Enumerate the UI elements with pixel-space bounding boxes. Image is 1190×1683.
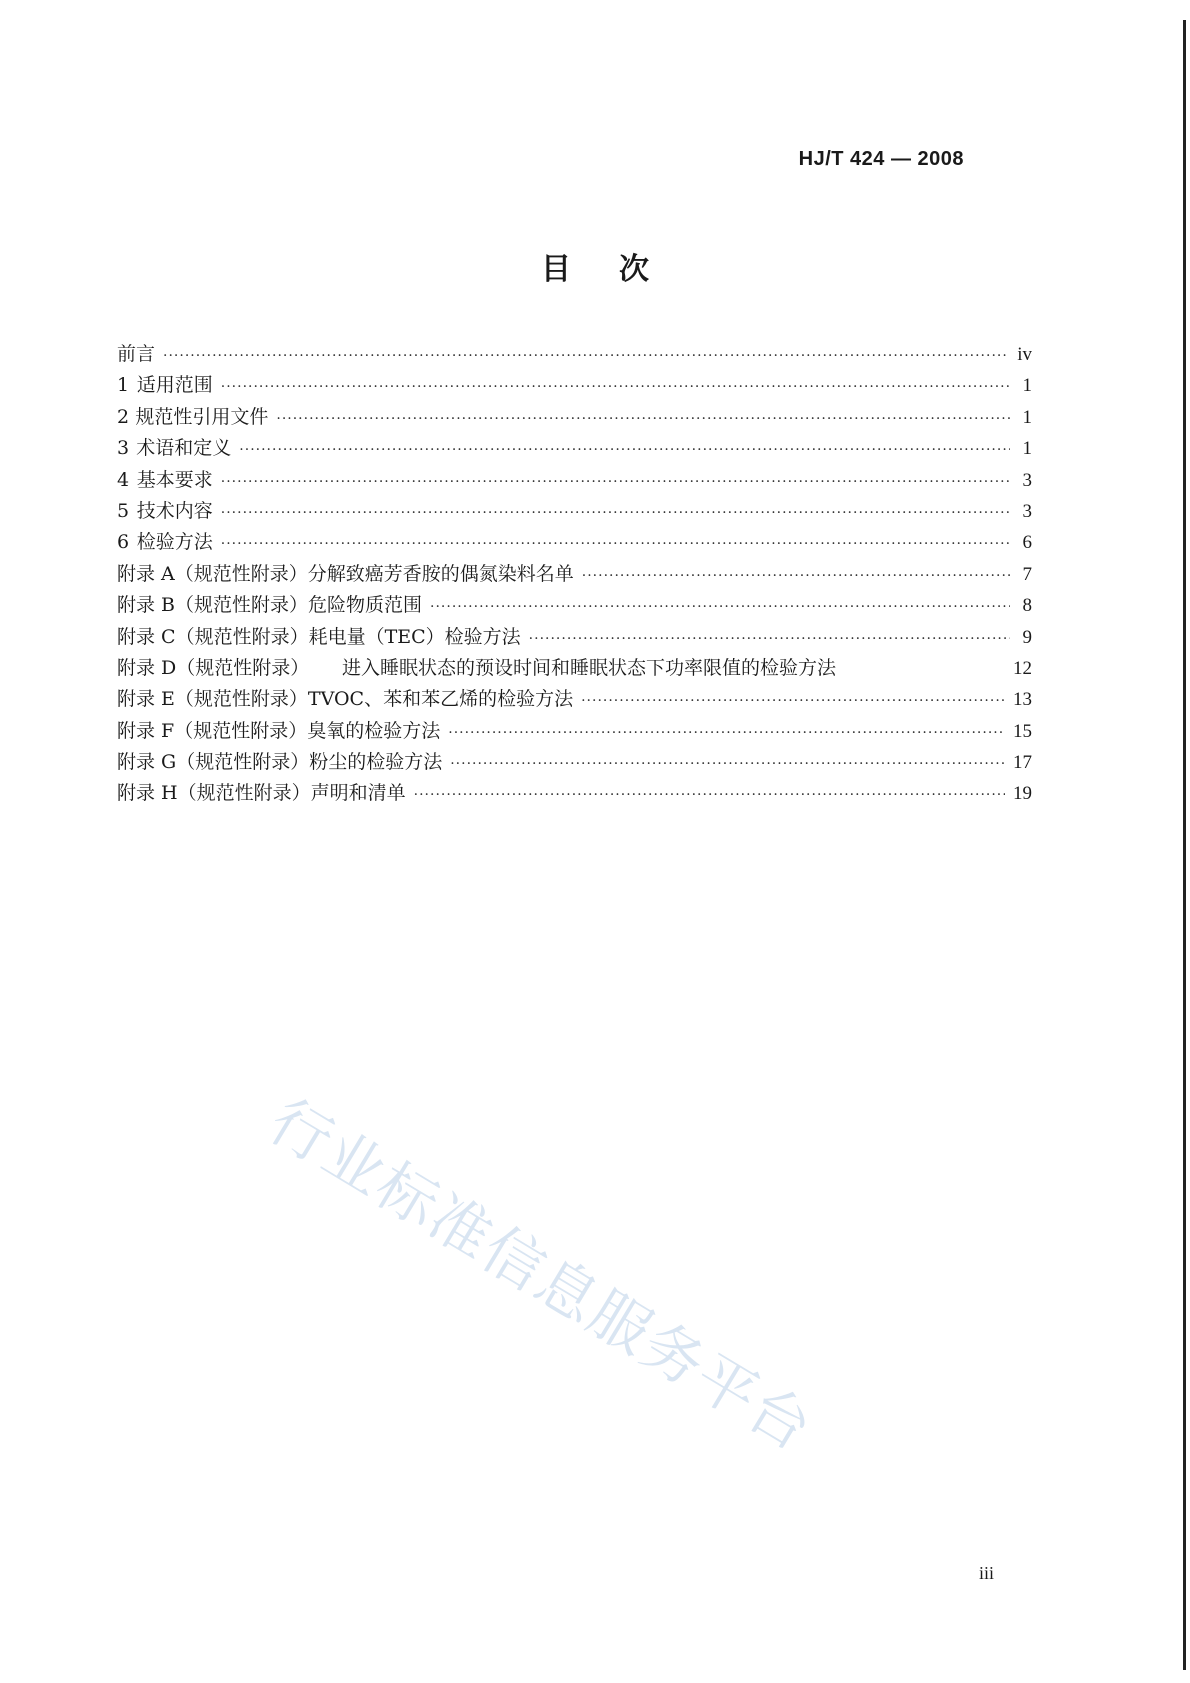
toc-entry-title: 臭氧的检验方法 xyxy=(307,719,441,742)
toc-entry[interactable] xyxy=(117,465,1032,496)
toc-entry-title: 适用范围 xyxy=(136,374,213,397)
toc-entry-dot-leader xyxy=(450,749,1005,780)
toc-entry-title: 检验方法 xyxy=(136,531,213,554)
toc-entry[interactable] xyxy=(117,496,1032,527)
toc-entry-page-number: 15 xyxy=(1013,720,1032,742)
toc-entry-annex-label: 附录 F（规范性附录） xyxy=(117,719,308,742)
toc-entry-number: 2 xyxy=(117,405,130,428)
toc-entry-title: 前言 xyxy=(117,343,156,365)
toc-entry-dot-leader xyxy=(163,341,1009,372)
toc-entry-annex-label: 附录 G（规范性附录） xyxy=(117,751,310,774)
toc-entry-dot-leader xyxy=(276,404,1010,435)
toc-entry-dot-leader xyxy=(581,686,1005,717)
toc-entry-annex-label: 附录 E（规范性附录） xyxy=(117,688,308,711)
toc-entry-page-number: iv xyxy=(1017,344,1032,365)
toc-entry-title: 危险物质范围 xyxy=(308,594,423,617)
toc-entry-number: 3 xyxy=(117,437,130,460)
toc-entry-dot-leader xyxy=(582,561,1010,592)
toc-entry[interactable] xyxy=(117,778,1032,809)
toc-entry-number: 5 xyxy=(117,499,130,522)
toc-entry-page-number: 19 xyxy=(1013,783,1032,805)
toc-entry-page-number: 12 xyxy=(1013,657,1032,679)
toc-entry[interactable] xyxy=(117,590,1032,621)
toc-entry-page-number: 6 xyxy=(1022,532,1032,554)
toc-entry-annex-label: 附录 B（规范性附录） xyxy=(117,594,309,617)
toc-entry[interactable] xyxy=(117,559,1032,590)
toc-entry-page-number: 3 xyxy=(1022,500,1032,522)
toc-entry-page-number: 13 xyxy=(1013,689,1032,711)
toc-entry-dot-leader xyxy=(221,498,1010,529)
toc-entry-number: 1 xyxy=(117,374,130,397)
toc-entry-title: 粉尘的检验方法 xyxy=(309,751,443,774)
toc-entry-number: 6 xyxy=(117,531,130,554)
toc-entry-page-number: 7 xyxy=(1022,563,1032,585)
toc-entry[interactable] xyxy=(117,684,1032,715)
toc-entry-dot-leader xyxy=(448,718,1005,749)
toc-entry-page-number: 8 xyxy=(1022,595,1032,617)
table-of-contents xyxy=(117,339,1032,810)
toc-entry-annex-label: 附录 C（规范性附录） xyxy=(117,625,309,648)
toc-entry[interactable] xyxy=(117,527,1032,558)
toc-entry-title: 声明和清单 xyxy=(310,782,406,805)
toc-entry-title: 规范性引用文件 xyxy=(135,405,269,428)
toc-entry-page-number: 1 xyxy=(1022,406,1032,428)
toc-entry-title: TVOC、苯和苯乙烯的检验方法 xyxy=(307,688,574,711)
toc-entry-dot-leader xyxy=(221,467,1010,498)
toc-entry[interactable] xyxy=(117,433,1032,464)
toc-entry-title: 进入睡眠状态的预设时间和睡眠状态下功率限值的检验方法 xyxy=(342,656,837,679)
standard-code: HJ/T 424 — 2008 xyxy=(798,148,964,170)
toc-entry[interactable] xyxy=(117,339,1032,370)
toc-entry-dot-leader xyxy=(430,592,1010,623)
page-number: iii xyxy=(978,1563,994,1583)
toc-entry[interactable] xyxy=(117,402,1032,433)
watermark: 行业标准信息服务平台 xyxy=(257,1086,825,1466)
toc-entry-dot-leader xyxy=(529,624,1010,655)
toc-entry-annex-label: 附录 A（规范性附录） xyxy=(117,562,308,585)
toc-entry-page-number: 1 xyxy=(1022,438,1032,460)
toc-entry[interactable] xyxy=(117,622,1032,653)
toc-entry-page-number: 1 xyxy=(1022,375,1032,397)
toc-entry-page-number: 3 xyxy=(1022,469,1032,491)
toc-entry-title: 耗电量（TEC）检验方法 xyxy=(308,625,521,648)
scan-edge-line xyxy=(1183,20,1186,1670)
toc-entry-title: 术语和定义 xyxy=(136,437,232,460)
toc-entry-annex-label: 附录 H（规范性附录） xyxy=(117,782,311,805)
toc-entry-dot-leader xyxy=(221,372,1010,403)
toc-entry-page-number: 17 xyxy=(1013,752,1032,774)
toc-entry-title: 分解致癌芳香胺的偶氮染料名单 xyxy=(307,562,574,585)
toc-title: 目次 xyxy=(541,252,697,287)
toc-entry[interactable] xyxy=(117,653,1032,684)
toc-entry-dot-leader xyxy=(414,780,1005,811)
toc-entry-title: 技术内容 xyxy=(136,499,213,522)
toc-entry-annex-label: 附录 D（规范性附录） xyxy=(117,656,310,679)
toc-entry[interactable] xyxy=(117,370,1032,401)
toc-entry-title: 基本要求 xyxy=(136,468,213,491)
toc-entry-dot-leader xyxy=(239,435,1010,466)
toc-entry[interactable] xyxy=(117,716,1032,747)
toc-entry-number: 4 xyxy=(117,468,130,491)
toc-entry[interactable] xyxy=(117,747,1032,778)
toc-entry-page-number: 9 xyxy=(1022,626,1032,648)
toc-entry-dot-leader xyxy=(221,529,1010,560)
